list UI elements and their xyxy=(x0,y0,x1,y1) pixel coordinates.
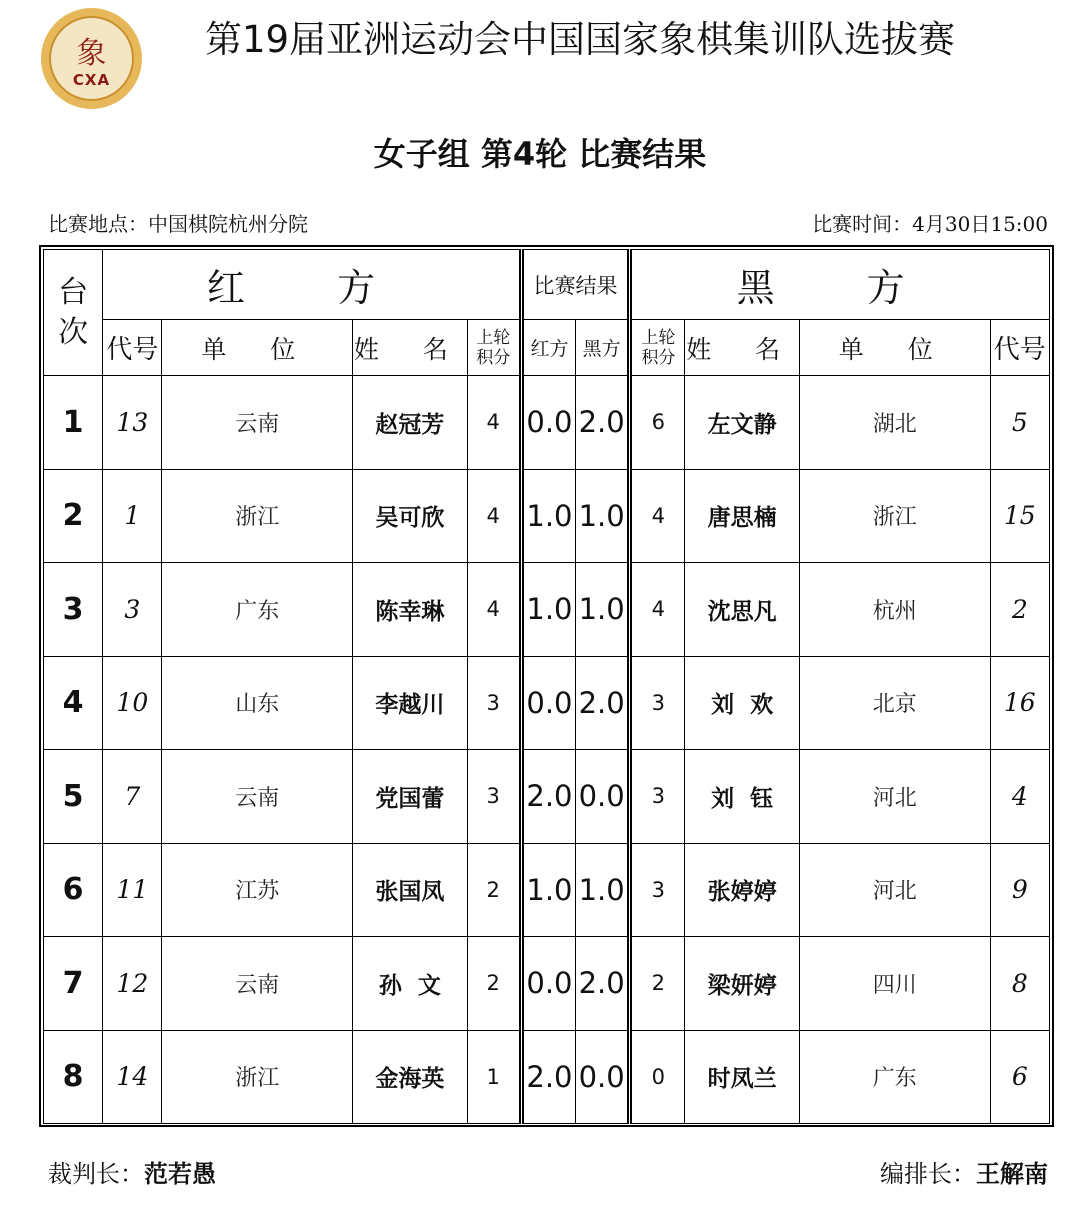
cell-black-unit: 四川 xyxy=(799,937,990,1031)
cell-red-name: 吴可欣 xyxy=(353,469,467,563)
cell-red-unit: 浙江 xyxy=(162,1030,353,1124)
header-black-code: 代号 xyxy=(990,320,1049,376)
cell-black-unit: 河北 xyxy=(799,750,990,844)
cell-black-pts: 0 xyxy=(630,1030,685,1124)
page-subtitle: 女子组 第4轮 比赛结果 xyxy=(373,135,707,173)
header-red-name: 姓 名 xyxy=(353,320,467,376)
cell-red-code: 11 xyxy=(103,843,162,937)
chief-referee-label: 裁判长： xyxy=(48,1160,144,1188)
cell-black-pts: 6 xyxy=(630,376,685,470)
table-row xyxy=(44,656,1050,750)
page-title: 第19届亚洲运动会中国国家象棋集训队选拔赛 xyxy=(204,18,956,61)
cell-red-code: 7 xyxy=(103,750,162,844)
cell-black-name: 左文静 xyxy=(685,376,799,470)
header-black-unit: 单 位 xyxy=(799,320,990,376)
cell-black-name: 时凤兰 xyxy=(685,1030,799,1124)
cell-black-unit: 北京 xyxy=(799,656,990,750)
cell-black-code: 4 xyxy=(990,750,1049,844)
chief-referee xyxy=(48,1154,216,1189)
cell-black-code: 8 xyxy=(990,937,1049,1031)
cell-black-score: 1.0 xyxy=(576,469,630,563)
header-black-name: 姓 名 xyxy=(685,320,799,376)
cell-black-name: 唐思楠 xyxy=(685,469,799,563)
header-red-code: 代号 xyxy=(103,320,162,376)
cell-black-name: 刘 钰 xyxy=(685,750,799,844)
cell-black-score: 2.0 xyxy=(576,656,630,750)
cell-red-score: 1.0 xyxy=(521,563,575,657)
cell-red-unit: 云南 xyxy=(162,750,353,844)
time-info: 比赛时间：4月30日15:00 xyxy=(812,212,1048,236)
cell-red-pts: 4 xyxy=(467,563,521,657)
header-black-prev-points xyxy=(630,320,685,376)
cell-red-code: 1 xyxy=(103,469,162,563)
arbiter xyxy=(880,1154,1048,1189)
cell-black-pts: 3 xyxy=(630,843,685,937)
cell-red-pts: 4 xyxy=(467,469,521,563)
cell-black-unit: 浙江 xyxy=(799,469,990,563)
cell-black-unit: 河北 xyxy=(799,843,990,937)
table-row xyxy=(44,750,1050,844)
cell-red-unit: 浙江 xyxy=(162,469,353,563)
header-red-result: 红方 xyxy=(521,320,575,376)
cell-black-unit: 湖北 xyxy=(799,376,990,470)
cell-red-code: 14 xyxy=(103,1030,162,1124)
cell-red-score: 0.0 xyxy=(521,376,575,470)
cell-red-name: 李越川 xyxy=(353,656,467,750)
cell-red-score: 0.0 xyxy=(521,937,575,1031)
cell-board: 3 xyxy=(44,563,103,657)
cell-black-name: 刘 欢 xyxy=(685,656,799,750)
header-board xyxy=(44,250,103,376)
cell-red-code: 10 xyxy=(103,656,162,750)
header-black-result: 黑方 xyxy=(576,320,630,376)
cell-red-score: 1.0 xyxy=(521,843,575,937)
results-sheet xyxy=(39,245,1054,1127)
table-row xyxy=(44,376,1050,470)
cell-red-name: 陈幸琳 xyxy=(353,563,467,657)
cell-black-code: 6 xyxy=(990,1030,1049,1124)
cell-black-score: 0.0 xyxy=(576,1030,630,1124)
cell-red-pts: 4 xyxy=(467,376,521,470)
chief-referee-name: 范若愚 xyxy=(144,1159,216,1188)
header-red-unit: 单 位 xyxy=(162,320,353,376)
header-black-prev-points-label: 上轮积分 xyxy=(641,327,676,368)
cell-black-unit: 广东 xyxy=(799,1030,990,1124)
cell-black-score: 2.0 xyxy=(576,376,630,470)
header-result: 比赛结果 xyxy=(521,250,629,320)
cell-red-unit: 云南 xyxy=(162,376,353,470)
cell-board: 5 xyxy=(44,750,103,844)
cell-red-unit: 广东 xyxy=(162,563,353,657)
cell-red-score: 2.0 xyxy=(521,1030,575,1124)
cell-black-code: 5 xyxy=(990,376,1049,470)
cell-black-name: 沈思凡 xyxy=(685,563,799,657)
cell-red-code: 12 xyxy=(103,937,162,1031)
cell-black-score: 1.0 xyxy=(576,843,630,937)
cell-black-pts: 3 xyxy=(630,750,685,844)
header-board-label: 台次 xyxy=(58,274,89,350)
cell-black-name: 张婷婷 xyxy=(685,843,799,937)
logo-glyph: 象 xyxy=(76,36,107,71)
header-black-side: 黑 方 xyxy=(630,250,1050,320)
cell-board: 6 xyxy=(44,843,103,937)
cell-black-pts: 2 xyxy=(630,937,685,1031)
cell-black-name: 梁妍婷 xyxy=(685,937,799,1031)
cell-board: 7 xyxy=(44,937,103,1031)
cell-red-name: 张国凤 xyxy=(353,843,467,937)
cell-red-unit: 江苏 xyxy=(162,843,353,937)
table-row xyxy=(44,937,1050,1031)
cell-red-code: 3 xyxy=(103,563,162,657)
cell-black-pts: 3 xyxy=(630,656,685,750)
cell-red-name: 孙 文 xyxy=(353,937,467,1031)
cell-red-name: 赵冠芳 xyxy=(353,376,467,470)
table-row xyxy=(44,469,1050,563)
header-red-prev-points-label: 上轮积分 xyxy=(476,327,511,368)
cell-black-pts: 4 xyxy=(630,469,685,563)
cell-red-pts: 2 xyxy=(467,937,521,1031)
arbiter-name: 王解南 xyxy=(976,1159,1048,1188)
cell-black-code: 9 xyxy=(990,843,1049,937)
logo-text: CXA xyxy=(72,71,111,89)
cell-board: 1 xyxy=(44,376,103,470)
results-table xyxy=(43,249,1050,1124)
header-red-side: 红 方 xyxy=(103,250,522,320)
cell-black-code: 2 xyxy=(990,563,1049,657)
cell-red-pts: 3 xyxy=(467,656,521,750)
cell-black-code: 16 xyxy=(990,656,1049,750)
table-row xyxy=(44,1030,1050,1124)
cell-red-score: 0.0 xyxy=(521,656,575,750)
venue-info: 比赛地点：中国棋院杭州分院 xyxy=(48,212,308,236)
cell-black-score: 2.0 xyxy=(576,937,630,1031)
cell-red-unit: 云南 xyxy=(162,937,353,1031)
cell-red-pts: 3 xyxy=(467,750,521,844)
cell-black-unit: 杭州 xyxy=(799,563,990,657)
cell-black-pts: 4 xyxy=(630,563,685,657)
cell-red-unit: 山东 xyxy=(162,656,353,750)
cell-red-code: 13 xyxy=(103,376,162,470)
cxa-logo xyxy=(41,8,142,109)
arbiter-label: 编排长： xyxy=(880,1160,976,1188)
cell-red-score: 1.0 xyxy=(521,469,575,563)
table-row xyxy=(44,843,1050,937)
cell-red-pts: 1 xyxy=(467,1030,521,1124)
cell-board: 4 xyxy=(44,656,103,750)
table-row xyxy=(44,563,1050,657)
cell-red-name: 党国蕾 xyxy=(353,750,467,844)
cell-red-pts: 2 xyxy=(467,843,521,937)
cell-black-code: 15 xyxy=(990,469,1049,563)
cell-board: 8 xyxy=(44,1030,103,1124)
cell-black-score: 0.0 xyxy=(576,750,630,844)
cell-red-score: 2.0 xyxy=(521,750,575,844)
cell-black-score: 1.0 xyxy=(576,563,630,657)
header-red-prev-points xyxy=(467,320,521,376)
cell-board: 2 xyxy=(44,469,103,563)
cell-red-name: 金海英 xyxy=(353,1030,467,1124)
